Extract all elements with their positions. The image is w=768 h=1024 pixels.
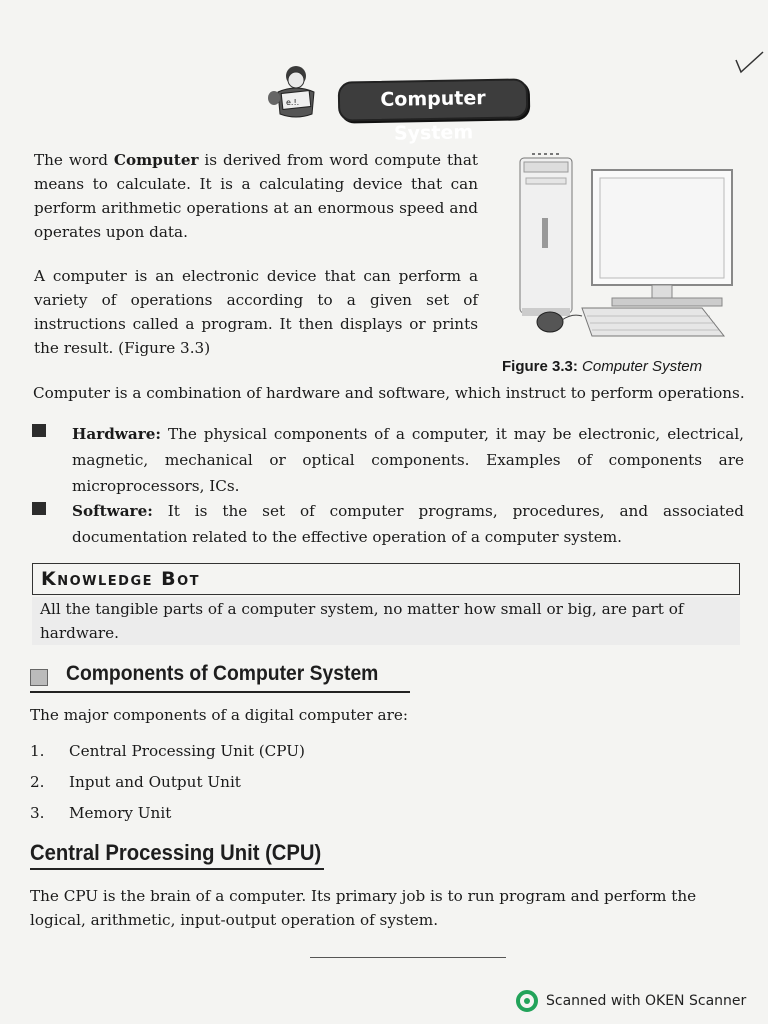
scanner-logo-icon xyxy=(516,990,538,1012)
bullet-square-icon xyxy=(32,424,46,437)
list-number: 1. xyxy=(30,742,45,760)
list-label: Input and Output Unit xyxy=(69,773,241,791)
list-number: 3. xyxy=(30,804,45,822)
bullet-square-icon xyxy=(32,502,46,515)
intro-bold-term: Computer xyxy=(113,151,199,169)
figure-label: Figure 3.3: xyxy=(502,358,578,375)
intro-paragraph xyxy=(34,148,478,244)
divider xyxy=(310,957,506,958)
list-label: Central Processing Unit (CPU) xyxy=(69,742,305,760)
computer-system-image xyxy=(512,148,740,348)
hardware-term: Hardware: xyxy=(72,425,161,443)
list-number: 2. xyxy=(30,773,45,791)
hardware-text: The physical components of a computer, it may be electronic, electrical, magnetic, mechanical or optical components. Examples of components are microprocessors, ICs. xyxy=(72,425,744,495)
components-heading: Components of Computer System xyxy=(66,662,379,685)
software-term: Software: xyxy=(72,502,153,520)
figure-caption xyxy=(502,358,752,375)
section-title-badge: Computer System xyxy=(338,78,529,121)
cpu-paragraph: The CPU is the brain of a computer. Its primary job is to run program and perform the logical, arithmetic, input-output operation of system. xyxy=(30,887,697,929)
combination-paragraph: Computer is a combination of hardware and software, which instruct to perform operations. xyxy=(33,384,745,402)
list-item xyxy=(30,742,305,773)
cpu-heading: Central Processing Unit (CPU) xyxy=(30,840,322,865)
heading-underline xyxy=(30,691,410,693)
svg-text:e.!.: e.!. xyxy=(286,98,300,107)
list-item xyxy=(30,804,305,835)
intro-text-start: The word xyxy=(34,151,114,169)
heading-underline xyxy=(30,868,324,870)
knowledge-bot-text: All the tangible parts of a computer system, no matter how small or big, are part of hardware. xyxy=(32,597,740,645)
intro-text-rest: is derived from word compute that means to calculate. It is a calculating device that can perform arithmetic operations at an enormous speed and operates upon data. xyxy=(34,151,478,241)
software-definition xyxy=(72,498,744,550)
knowledge-bot-title: Knowledge Bot xyxy=(32,563,740,595)
components-list xyxy=(30,742,305,835)
hardware-definition xyxy=(72,421,744,499)
figure-caption-text: Computer System xyxy=(582,358,703,375)
section-bullet-icon xyxy=(30,669,48,686)
scanner-watermark xyxy=(516,990,746,1012)
list-item xyxy=(30,773,305,804)
kid-reading-icon xyxy=(266,62,328,124)
components-intro: The major components of a digital computer are: xyxy=(30,706,408,724)
computer-definition-paragraph: A computer is an electronic device that can perform a variety of operations according to a given set of instructions called a program. It then displays or prints the result. (Figure 3.3) xyxy=(34,267,478,357)
handwritten-tick-mark xyxy=(733,50,768,80)
list-label: Memory Unit xyxy=(69,804,172,822)
software-text: It is the set of computer programs, procedures, and associated documentation related to the effective operation of a computer system. xyxy=(72,502,744,546)
scanner-text: Scanned with OKEN Scanner xyxy=(546,993,747,1009)
